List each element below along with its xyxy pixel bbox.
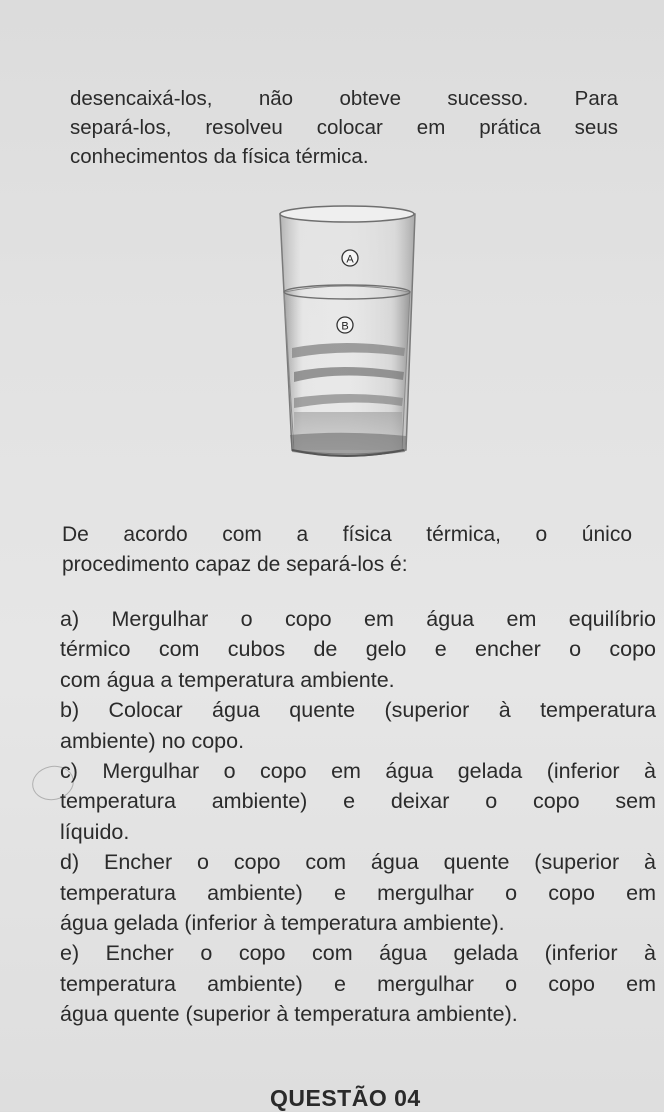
option-line: ambiente) no copo. [60, 728, 245, 753]
question-line: procedimento capaz de separá-los é: [62, 553, 408, 576]
option-line: água quente (superior à temperatura ambiente). [60, 1002, 518, 1027]
option-d[interactable] [60, 847, 656, 938]
option-line: líquido. [60, 819, 130, 844]
option-line: e) Encher o copo com água gelada (inferior à [60, 941, 656, 966]
intro-paragraph [70, 84, 618, 171]
intro-line: conhecimentos da física térmica. [70, 145, 369, 168]
option-line: térmico com cubos de gelo e encher o copo [60, 637, 656, 662]
option-b[interactable] [60, 695, 656, 756]
intro-line: separá-los, resolveu colocar em prática seus [70, 116, 618, 139]
option-line: com água a temperatura ambiente. [60, 667, 395, 692]
option-line: temperatura ambiente) e mergulhar o copo em [60, 880, 656, 905]
stacked-glasses-figure [270, 200, 430, 470]
option-line: água gelada (inferior à temperatura ambiente). [60, 911, 505, 936]
option-a[interactable] [60, 604, 656, 695]
stacked-glasses-illustration [270, 200, 430, 470]
option-line: temperatura ambiente) e mergulhar o copo em [60, 971, 656, 996]
option-line: b) Colocar água quente (superior à temperatura [60, 698, 656, 723]
intro-line: desencaixá-los, não obteve sucesso. Para [70, 87, 618, 110]
question-line: De acordo com a física térmica, o único [62, 523, 632, 546]
option-line: temperatura ambiente) e deixar o copo sem [60, 789, 656, 814]
option-c[interactable] [60, 756, 656, 847]
option-line: a) Mergulhar o copo em água em equilíbrio [60, 607, 656, 631]
option-line: d) Encher o copo com água quente (superior à [60, 850, 656, 875]
option-line: c) Mergulhar o copo em água gelada (inferior à [60, 759, 656, 784]
option-e[interactable] [60, 938, 656, 1029]
next-question-heading: QUESTÃO 04 [270, 1085, 421, 1111]
question-statement [62, 520, 632, 580]
label-a: A [346, 253, 354, 266]
answer-options [60, 604, 656, 1030]
label-b: B [341, 320, 349, 333]
